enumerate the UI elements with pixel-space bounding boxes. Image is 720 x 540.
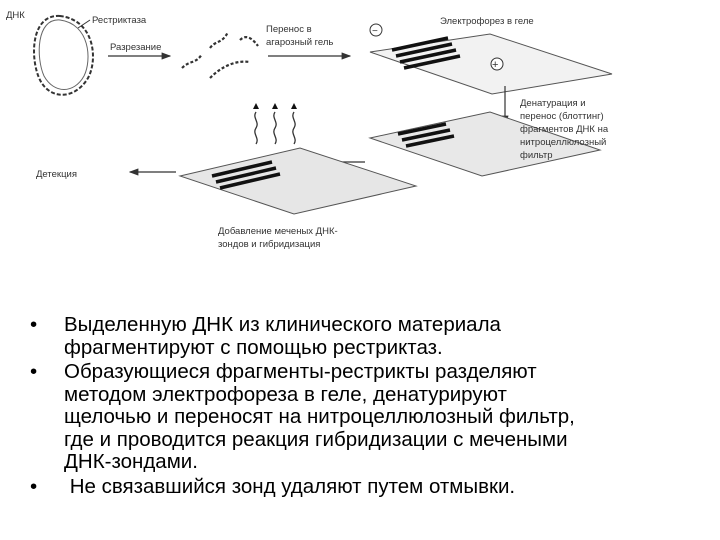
dna-ring <box>34 16 93 95</box>
bullet-line: Образующиеся фрагменты-рестрикты разделяют <box>64 360 537 383</box>
label-transfer-1: Перенос в <box>266 24 312 35</box>
dna-fragments <box>182 32 258 78</box>
bullet-line: Выделенную ДНК из клинического материала <box>64 313 501 336</box>
label-restrictase: Рестриктаза <box>92 15 147 26</box>
label-denat-3: фрагментов ДНК на <box>520 124 609 135</box>
restrictase-pointer <box>78 20 90 28</box>
bullet-line: где и проводится реакция гибридизации с мечеными <box>64 427 568 451</box>
bullet-item <box>28 314 708 359</box>
bullet-item <box>28 476 708 499</box>
label-electrophoresis: Электрофорез в геле <box>440 16 534 27</box>
label-dna: ДНК <box>6 10 25 21</box>
bullet-list <box>28 314 708 500</box>
bullet-line: фрагментируют с помощью рестриктаз. <box>64 335 443 359</box>
bullet-line: методом электрофореза в геле, денатурируют <box>64 382 507 406</box>
label-denat-1: Денатурация и <box>520 98 586 109</box>
label-denat-5: фильтр <box>520 150 553 161</box>
bullet-line: ДНК-зондами. <box>64 450 198 473</box>
labeled-probes <box>253 103 297 144</box>
label-cutting: Разрезание <box>110 42 162 53</box>
label-transfer-2: агарозный гель <box>266 37 334 48</box>
label-probes-1: Добавление меченых ДНК- <box>218 226 338 237</box>
bullet-marker: • <box>30 474 38 498</box>
hybridized-filter <box>180 148 416 214</box>
bullet-line: щелочью и переносят на нитроцеллюлозный фильтр, <box>64 405 575 428</box>
bullet-item <box>28 361 708 474</box>
label-minus: − <box>372 26 378 37</box>
label-denat-2: перенос (блоттинг) <box>520 111 604 122</box>
label-plus: + <box>492 59 499 71</box>
bullet-line: Не связавшийся зонд удаляют путем отмывки. <box>64 474 516 498</box>
label-denat-4: нитроцеллюлозный <box>520 137 607 148</box>
bullet-marker: • <box>30 360 38 383</box>
label-probes-2: зондов и гибридизация <box>218 239 321 250</box>
bullet-marker: • <box>30 313 38 336</box>
label-detection: Детекция <box>36 169 77 180</box>
